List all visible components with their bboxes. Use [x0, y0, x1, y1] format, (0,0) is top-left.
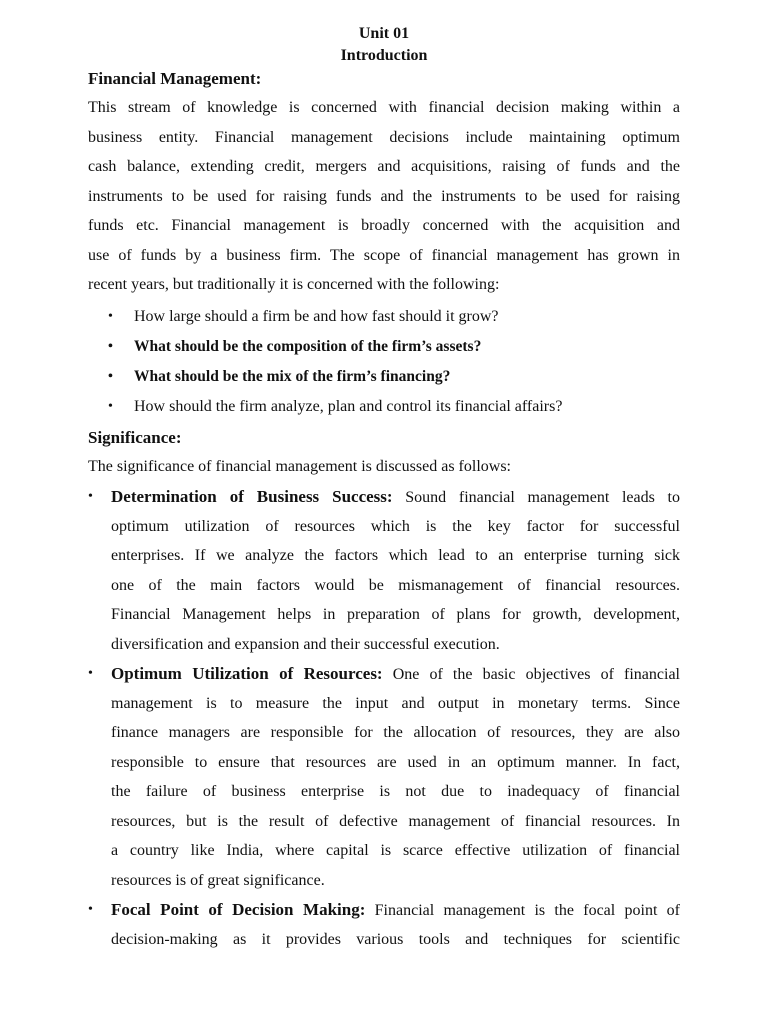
item-line: finance managers are responsible for the allocation of resources, they are also: [111, 724, 680, 741]
paragraph-line: recent years, but traditionally it is concerned with the following:: [88, 276, 500, 293]
item-line: diversification and expansion and their successful execution.: [111, 635, 500, 653]
question-text: What should be the mix of the firm’s financing?: [134, 368, 451, 385]
question-text: How large should a firm be and how fast should it grow?: [134, 308, 499, 325]
item-line: resources is of great significance.: [111, 871, 325, 889]
item-line: Financial Management helps in preparation of plans for growth, development,: [111, 606, 680, 623]
list-item: [108, 362, 688, 392]
intro-paragraph: [88, 93, 680, 300]
item-line: management is to measure the input and output in monetary terms. Since: [111, 694, 680, 712]
paragraph-line: use of funds by a business firm. The scope of financial management has grown in: [88, 246, 680, 264]
item-line: one of the main factors would be mismanagement of financial resources.: [111, 576, 680, 594]
paragraph-line: cash balance, extending credit, mergers and acquisitions, raising of funds and the: [88, 158, 680, 175]
scope-question-list: [108, 302, 688, 422]
bullet-icon: •: [108, 309, 113, 324]
item-term: Optimum Utilization of Resources:: [111, 664, 383, 683]
item-text: Sound financial management leads to: [392, 489, 680, 506]
list-item: [88, 895, 680, 954]
list-item: [88, 482, 680, 659]
unit-title: Unit 01: [358, 25, 410, 42]
list-item: [108, 392, 688, 422]
item-line: optimum utilization of resources which is the key factor for successful: [111, 517, 680, 535]
list-item: [108, 302, 688, 332]
item-text: Financial management is the focal point of: [365, 902, 680, 919]
section-heading-financial-management: Financial Management:: [88, 69, 262, 88]
list-item: [88, 659, 680, 895]
bullet-icon: •: [108, 339, 113, 354]
significance-list: [88, 482, 680, 954]
paragraph-line: funds etc. Financial management is broadly concerned with the acquisition and: [88, 217, 680, 234]
item-line: responsible to ensure that resources are used in an optimum manner. In fact,: [111, 753, 680, 771]
significance-intro: [88, 452, 680, 482]
item-line: a country like India, where capital is scarce effective utilization of financial: [111, 842, 680, 859]
bullet-icon: •: [108, 369, 113, 384]
paragraph-line: business entity. Financial management decisions include maintaining optimum: [88, 128, 680, 146]
list-item: [108, 332, 688, 362]
item-term: Determination of Business Success:: [111, 487, 393, 506]
bullet-icon: •: [108, 399, 113, 414]
bullet-icon: •: [88, 902, 93, 917]
item-text: One of the basic objectives of financial: [382, 666, 680, 683]
item-line: the failure of business enterprise is not due to inadequacy of financial: [111, 783, 680, 800]
item-line: decision-making as it provides various tools and techniques for scientific: [111, 930, 680, 948]
chapter-title: Introduction: [340, 47, 428, 64]
paragraph-line: The significance of financial management is discussed as follows:: [88, 458, 511, 475]
question-text: What should be the composition of the firm’s assets?: [134, 338, 482, 355]
item-line: enterprises. If we analyze the factors which lead to an enterprise turning sick: [111, 547, 680, 564]
section-heading-significance: Significance:: [88, 428, 182, 447]
item-term: Focal Point of Decision Making:: [111, 900, 366, 919]
bullet-icon: •: [88, 666, 93, 681]
paragraph-line: instruments to be used for raising funds and the instruments to be used for raising: [88, 187, 680, 205]
item-line: resources, but is the result of defective management of financial resources. In: [111, 812, 680, 830]
bullet-icon: •: [88, 489, 93, 504]
question-text: How should the firm analyze, plan and control its financial affairs?: [134, 398, 563, 415]
paragraph-line: This stream of knowledge is concerned with financial decision making within a: [88, 99, 680, 116]
